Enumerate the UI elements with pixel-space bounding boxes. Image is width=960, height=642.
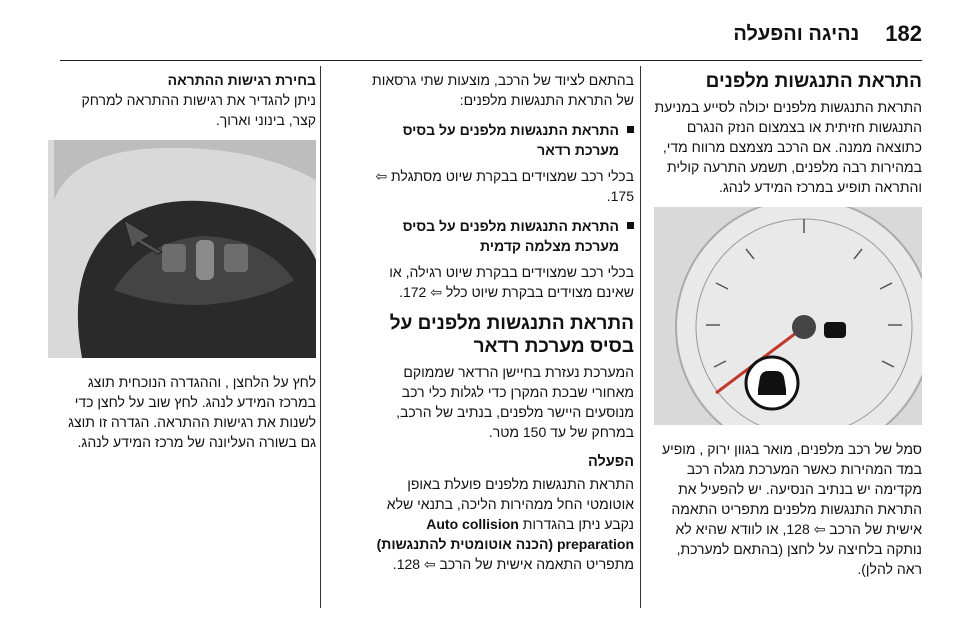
left-column — [54, 70, 316, 462]
thumbwheel[interactable] — [196, 240, 214, 280]
car-ahead-icon — [758, 371, 786, 389]
page-number: 182 — [885, 21, 922, 46]
auto-collision-setting: Auto collision preparation (הכנה אוטומטית להתנגשות) — [376, 516, 634, 552]
bullet-radar — [366, 120, 634, 160]
page-header — [60, 14, 922, 54]
figure-caption: סמל של רכב מלפנים, מואר בגוון ירוק , מופיע במד המהירות כאשר המערכת מגלה רכב מקדימה יש בנתיב הנסיעה. יש להפעיל את התראת התנגשות מלפנים מתפריט התאמה אישית של הרכב ⇦ 128, או לוודא שהיא לא נותקה בלחיצה על לחצן (בהתאם למערכת, ראה להלן). — [661, 441, 922, 577]
column-divider — [640, 66, 641, 608]
intro-paragraph: התראת התנגשות מלפנים יכולה לסייע במניעת התנגשות חזיתית או בצמצום הנזק הנגרם כתוצאה ממנה. אם הרכב מצמצם מרווח מדי, במהירות רבה מלפנים, תשמע התרעה קולית והתראה תופיע במרכז המידע לנהג. — [654, 99, 922, 195]
car-ahead-indicator-icon — [824, 322, 846, 338]
activation-paragraph: התראת התנגשות מלפנים פועלת באופן אוטומטי החל ממהירות הליכה, בתנאי שלא נקבע ניתן בהגדרות Auto collision preparation (הכנה אוטומטית להתנגשות) מתפריט התאמה אישית של הרכב ⇦ 128. — [376, 476, 634, 572]
bullet-title: התראת התנגשות מלפנים על בסיס מערכת רדאר — [402, 122, 619, 158]
steering-wheel-figure — [48, 140, 316, 358]
chapter-title: נהיגה והפעלה — [733, 22, 860, 45]
bullet-body: בכלי רכב שמצוידים בבקרת שיוט רגילה, או שאינם מצוידים בבקרת שיוט כלל ⇦ 172. — [389, 264, 634, 300]
sensitivity-body: לחץ על הלחצן , וההגדרה הנוכחית תוצג במרכז המידע לנהג. לחץ שוב על לחצן כדי לשנות את רגישות ההתראה. הגדרה זו תוצג גם בשורה העליונה של מרכז המידע לנהג. — [68, 374, 316, 450]
bullet-square-icon — [627, 126, 634, 133]
subsection-heading: התראת התנגשות מלפנים על בסיס מערכת רדאר — [389, 313, 634, 357]
column-divider — [320, 66, 321, 608]
bullet-body: בכלי רכב שמצוידים בבקרת שיוט מסתגלת ⇦ 175. — [375, 168, 634, 204]
right-column — [652, 70, 922, 589]
steering-wheel-illustration — [54, 140, 316, 358]
distance-button[interactable] — [162, 244, 186, 272]
activation-heading: הפעלה — [587, 454, 634, 470]
bullet-camera — [366, 216, 634, 256]
cruise-button[interactable] — [224, 244, 248, 272]
variants-intro: בהתאם לציוד של הרכב, מוצעות שתי גרסאות של התראת התנגשות מלפנים: — [372, 72, 634, 108]
middle-column — [366, 70, 634, 584]
section-heading: התראת התנגשות מלפנים — [705, 71, 922, 92]
sensitivity-heading: בחירת רגישות ההתראה — [167, 72, 316, 88]
speedometer-figure — [654, 207, 922, 425]
speedometer-illustration — [654, 207, 922, 425]
radar-paragraph: המערכת נעזרת בחיישן הרדאר שממוקם מאחורי שבכת המקרן כדי לגלות כלי רכב מנוסעים היישר מלפנים, בנתיב של הרכב, במרחק של עד 150 מטר. — [396, 364, 634, 440]
sensitivity-intro: ניתן להגדיר את רגישות ההתראה למרחק קצר, בינוני וארוך. — [81, 92, 316, 128]
bullet-square-icon — [627, 222, 634, 229]
header-rule — [60, 60, 922, 61]
speedometer-dial — [676, 207, 922, 425]
bullet-title: התראת התנגשות מלפנים על בסיס מערכת מצלמה קדמית — [402, 218, 619, 254]
